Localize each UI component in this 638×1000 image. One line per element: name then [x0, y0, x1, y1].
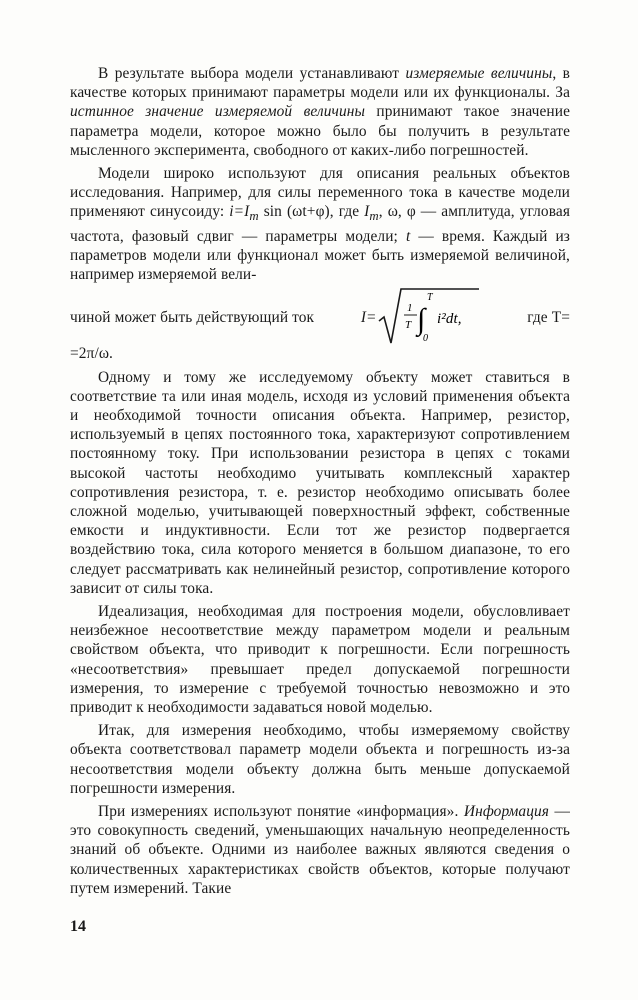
subscript-m: m	[369, 209, 379, 224]
fraction-denominator: T	[404, 319, 411, 332]
formula-lhs: I=	[360, 308, 377, 326]
text-run: В результате выбора модели устанавливают	[98, 65, 406, 82]
paragraph-2	[70, 164, 570, 284]
formula-line	[70, 286, 570, 348]
subscript-m: m	[249, 209, 259, 224]
fraction-numerator: 1	[406, 302, 413, 315]
integral-lower-limit: 0	[422, 333, 428, 345]
paragraph-5: Итак, для измерения необходимо, чтобы измеряемому свойству объекта соответствовал параметр модели объекта и погрешность из-за несоответствия модели объекту должна быть меньше допускаемой погрешности измерения.	[70, 722, 570, 797]
sqrt-integral-graphic	[377, 287, 481, 347]
rms-current-formula	[361, 287, 481, 347]
integral-sign: ∫	[416, 303, 425, 337]
text-run: , в качестве которых принимают параметры модели или их функционалы. За	[70, 65, 570, 102]
integral-upper-limit: T	[426, 292, 433, 304]
text-run: — время. Каждый из параметров модели или функционал может быть измеряемой величиной, например измеряемой вели-	[70, 227, 570, 284]
paragraph-6	[70, 802, 570, 898]
italic-term-information: Информация	[463, 802, 550, 820]
text-run: принимают такое значение параметра модели, которое можно было бы получить в результате мысленного эксперимента, свободного от каких-либо погрешностей.	[70, 103, 571, 159]
formula-sinusoid-rhs: sin (ωt+φ), где	[258, 203, 365, 221]
formula-continuation	[70, 344, 570, 363]
symbol-i: I	[364, 203, 370, 221]
paragraph-1	[70, 64, 570, 160]
text-run: Модели широко используют для описания реальных объектов исследования. Например, для силы переменного тока в качестве модели применяют синусоиду:	[70, 165, 570, 221]
italic-term-true-value: истинное значение измеряемой величины	[70, 103, 366, 121]
italic-term-measured-quantities: измеряемые величины	[405, 65, 553, 82]
text-run: При измерениях используют понятие «информация».	[98, 802, 464, 820]
paragraph-4: Идеализация, необходимая для построения модели, обусловливает неизбежное несоответствие между параметром модели и реальным свойством объекта, что приводит к погрешности. Если погрешность «несоответствия» превышает предел допускаемой погрешности измерения, то измерение с требуемой точностью невозможно и это приводит к необходимости задаваться новой моделью.	[70, 602, 570, 716]
text-run: чиной может быть действующий ток	[70, 308, 315, 326]
page-text	[70, 64, 570, 902]
formula-sinusoid-lhs: i=I	[229, 203, 250, 221]
integrand: i²dt,	[436, 311, 462, 328]
symbol-t: t	[405, 227, 411, 245]
paragraph-3: Одному и тому же исследуемому объекту может ставиться в соответствие та или иная модель, исходя из условий применения объекта и необходимой точности описания объекта. Например, резистор, используемый в цепях постоянного тока, характеризуют сопротивлением постоянному току. При использовании резистора в цепях с токами высокой частоты необходимо учитывать комплексный характер сопротивления резистора, т. е. резистор необходимо описывать более сложной моделью, учитывающей поверхностный эффект, собственные емкости и индуктивности. Если тот же резистор подвергается воздействию тока, сила которого меняется в большом диапазоне, то его следует рассматривать как нелинейный резистор, сопротивление которого зависит от силы тока.	[70, 368, 570, 597]
page-number: 14	[70, 918, 86, 935]
text-run: , ω, φ — амплитуда, угловая частота, фазовый сдвиг — параметры модели;	[70, 203, 570, 245]
text-run: — это совокупность сведений, уменьшающих начальную неопределенность знаний об объекте. Одними из наиболее важных являются сведения о количественных характеристиках свойств объектов, которые получают путем измерений. Такие	[70, 802, 570, 897]
text-run: где T=	[527, 308, 570, 326]
text-run: =2π/ω.	[70, 345, 113, 363]
